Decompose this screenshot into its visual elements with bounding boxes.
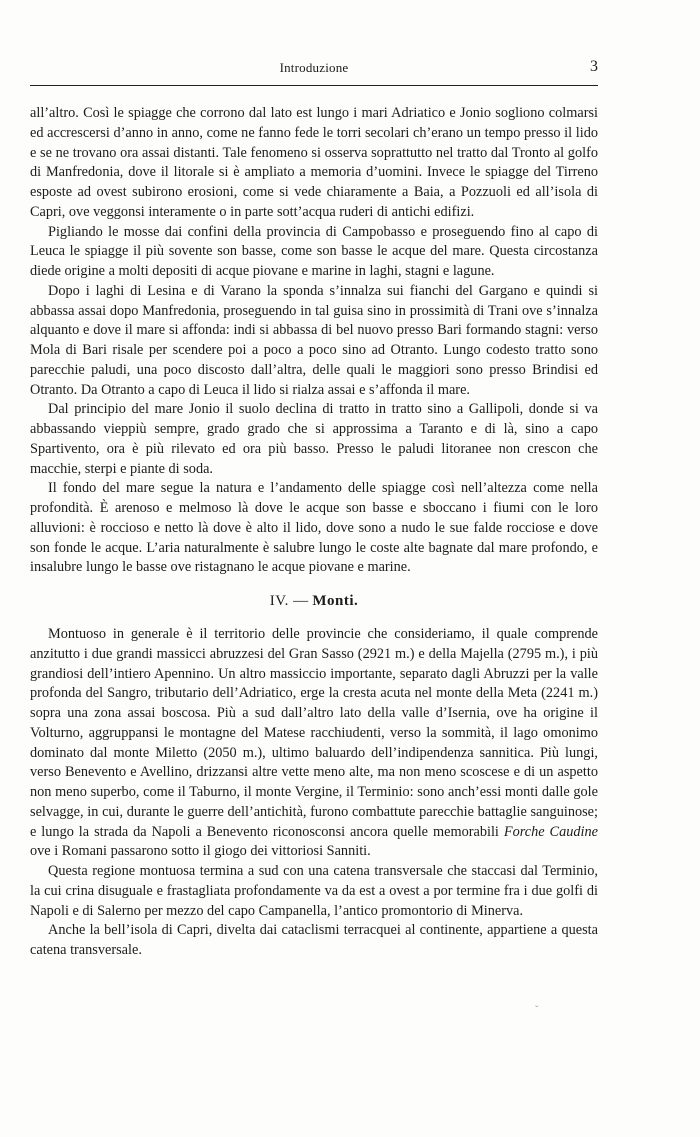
paragraph-fondo-mare: Il fondo del mare segue la natura e l’andamento delle spiagge così nell’altezza come nella profondità. È arenoso e melmoso là dove le acque son basse e sboccano i fiumi con le loro alluvioni: è roccioso e netto là dove è alto il lido, dove sono a nudo le sue falde rocciose e dove son fonde le acque. L’aria naturalmente è salubre lungo le coste alte bagnate dal mare profondo, e insalubre lungo le basse ove ristagnano le acque piovane e marine. xyxy=(30,480,598,576)
header-rule xyxy=(30,85,598,86)
paragraph-mare-jonio: Dal principio del mare Jonio il suolo declina di tratto in tratto sino a Gallipoli, donde si va abbassando vieppiù sempre, grado grado che si approssima a Taranto e di là, sino a capo Spartivento, ora è più rilevato ed ora più basso. Presso le paludi litoranee non crescon che macchie, sterpi e piante di soda. xyxy=(30,401,598,477)
section-heading-monti xyxy=(30,591,598,611)
paragraph-montuoso-end: ove i Romani passarono sotto il giogo dei vittoriosi Sanniti. xyxy=(30,843,371,860)
paragraph-montuoso xyxy=(30,625,598,862)
running-title: Introduzione xyxy=(279,60,349,75)
paragraph-montuoso-text: Montuoso in generale è il territorio delle provincie che consideriamo, il quale comprende anzitutto i due grandi massicci abruzzesi del Gran Sasso (2921 m.) e della Majella (2795 m.), i più grandiosi dell’intiero Apennino. Un altro massiccio importante, separato dagli Abruzzi per la valle profonda del Sangro, tributario dell’Adriatico, erge la cresta acuta nel monte della Meta (2241 m.) sopra una zona assai boscosa. Più a sud dall’altro lato della valle d’Isernia, ove ha origine il Volturno, aggruppansi le montagne del Matese racchiudenti, verso la sommità, il lago omonimo dominato dal monte Miletto (2050 m.), ultimo baluardo dell’indipendenza sannitica. Più lungi, verso Benevento e Avellino, drizzansi altre vette meno alte, ma non meno scoscese e di un aspetto non meno superbo, come il Taburno, il monte Vergine, il Terminio: sono anch’essi monti dalle gole selvagge, in cui, durante le guerre dell’antichità, furono combattute parecchie battaglie sanguinose; e lungo la strada da Napoli a Benevento riconosconsi ancora quelle memorabili xyxy=(30,626,598,840)
paragraph-lesina-varano: Dopo i laghi di Lesina e di Varano la sponda s’innalza sui fianchi del Gargano e quindi si abbassa assai dopo Manfredonia, proseguendo in tal guisa sino in prossimità di Trani ove s’innalza alquanto e dove il mare si affonda: indi si abbassa di bel nuovo presso Bari formando stagni: verso Mola di Bari risale per scendere poi a poco a poco sino ad Otranto. Lungo codesto tratto sono parecchie paludi, una poco discosto dall’altra, delle quali le maggiori sono presso Brindisi ed Otranto. Da Otranto a capo di Leuca il lido si rialza assai e s’affonda il mare. xyxy=(30,282,598,398)
section-numeral: IV. — xyxy=(269,593,309,609)
body-text xyxy=(30,104,598,961)
page-number: 3 xyxy=(590,58,598,75)
forche-caudine-italic: Forche Caudine xyxy=(503,823,598,840)
running-head xyxy=(30,58,598,80)
stray-mark: ˇ xyxy=(535,1005,539,1016)
section-title: Monti. xyxy=(312,593,359,609)
paragraph-catena-transversale: Questa regione montuosa termina a sud con una catena transversale che staccasi dal Terminio, la cui crina disuguale e frastagliata profondamente va da est a ovest a por termine fra i due golfi di Napoli e di Salerno per mezzo del capo Campanella, l’antico promontorio di Minerva. xyxy=(30,863,598,919)
paragraph-capri: Anche la bell’isola di Capri, divelta dai cataclismi terracquei al continente, appartiene a questa catena transversale. xyxy=(30,922,598,958)
paragraph-campobasso-leuca: Pigliando le mosse dai confini della provincia di Campobasso e proseguendo fino al capo di Leuca le spiagge il più sovente son basse, come son basse le acque del mare. Questa circostanza diede origine a molti depositi di acque piovane e marine in laghi, stagni e lagune. xyxy=(30,223,598,279)
paragraph-spiagge-est: all’altro. Così le spiagge che corrono dal lato est lungo i mari Adriatico e Jonio sogliono colmarsi ed accrescersi d’anno in anno, come ne fanno fede le torri secolari ch’erano un tempo presso il lido e se ne trovano ora assai distanti. Tale fenomeno si osserva soprattutto nel tratto dal Tronto al golfo di Manfredonia, dove il litorale si è ampliato a memoria d’uomini. Invece le spiagge del Tirreno esposte ad ovest subirono erosioni, come si vede chiaramente a Baia, a Pozzuoli ed all’isola di Capri, ove veggonsi interamente o in parte sott’acqua ruderi di antichi edifizi. xyxy=(30,105,598,220)
